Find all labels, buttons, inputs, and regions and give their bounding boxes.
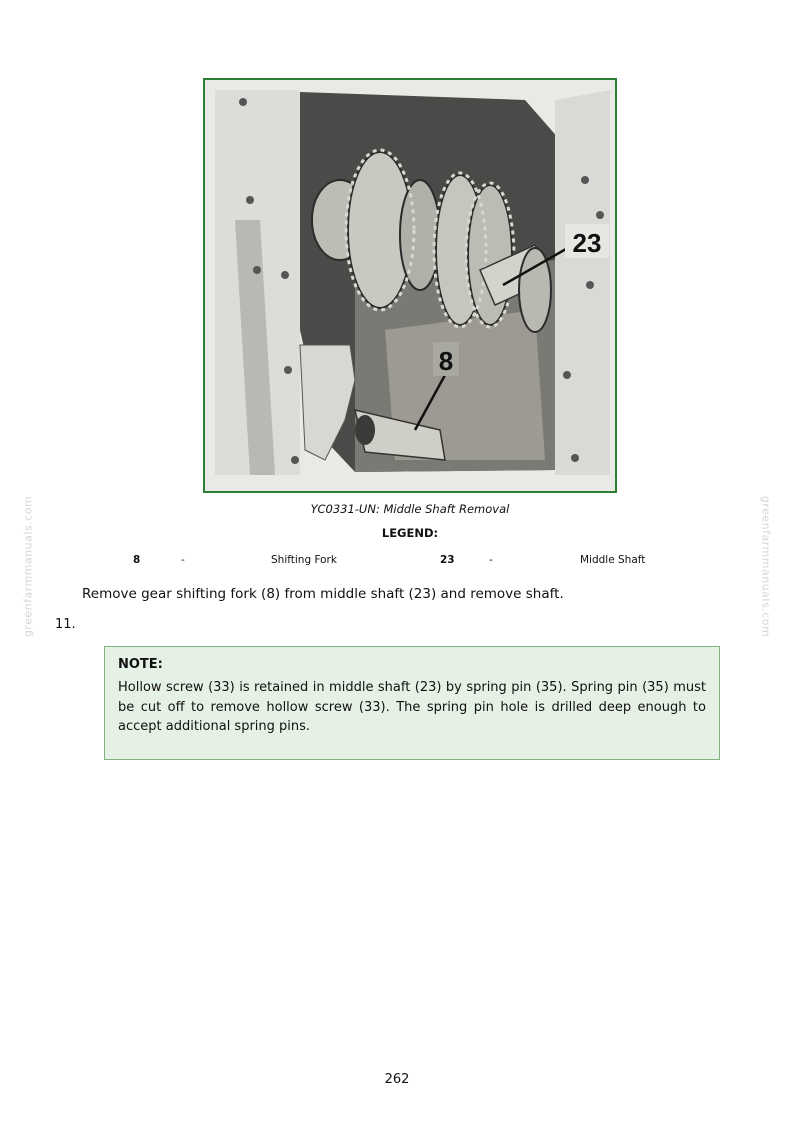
legend-dash: - <box>489 554 493 566</box>
legend-number: 23 <box>440 554 455 566</box>
note-box <box>104 646 720 760</box>
callout-8: 8 <box>438 346 454 376</box>
step-instruction: Remove gear shifting fork (8) from middle shaft (23) and remove shaft. <box>82 586 564 602</box>
legend-label: Middle Shaft <box>580 554 646 566</box>
legend-label: Shifting Fork <box>271 554 337 566</box>
figure-caption: YC0331-UN: Middle Shaft Removal <box>310 502 510 516</box>
step-number: 11. <box>55 617 76 632</box>
note-text: Hollow screw (33) is retained in middle shaft (23) by spring pin (35). Spring pin (35) must be cut off to remove hollow screw (33). The spring pin hole is drilled deep enough to accept additional spring pins. <box>118 680 706 734</box>
watermark-right: greenfarmmanuals.com <box>759 495 773 638</box>
watermark-left: greenfarmmanuals.com <box>21 495 35 638</box>
legend-number: 8 <box>133 554 141 566</box>
note-title: NOTE: <box>118 657 163 672</box>
legend-title: LEGEND: <box>381 526 439 540</box>
figure-frame <box>203 78 617 493</box>
callout-23: 23 <box>572 228 602 258</box>
legend-dash: - <box>181 554 185 566</box>
middle-shaft-photo <box>205 80 615 491</box>
page-number: 262 <box>384 1072 410 1087</box>
